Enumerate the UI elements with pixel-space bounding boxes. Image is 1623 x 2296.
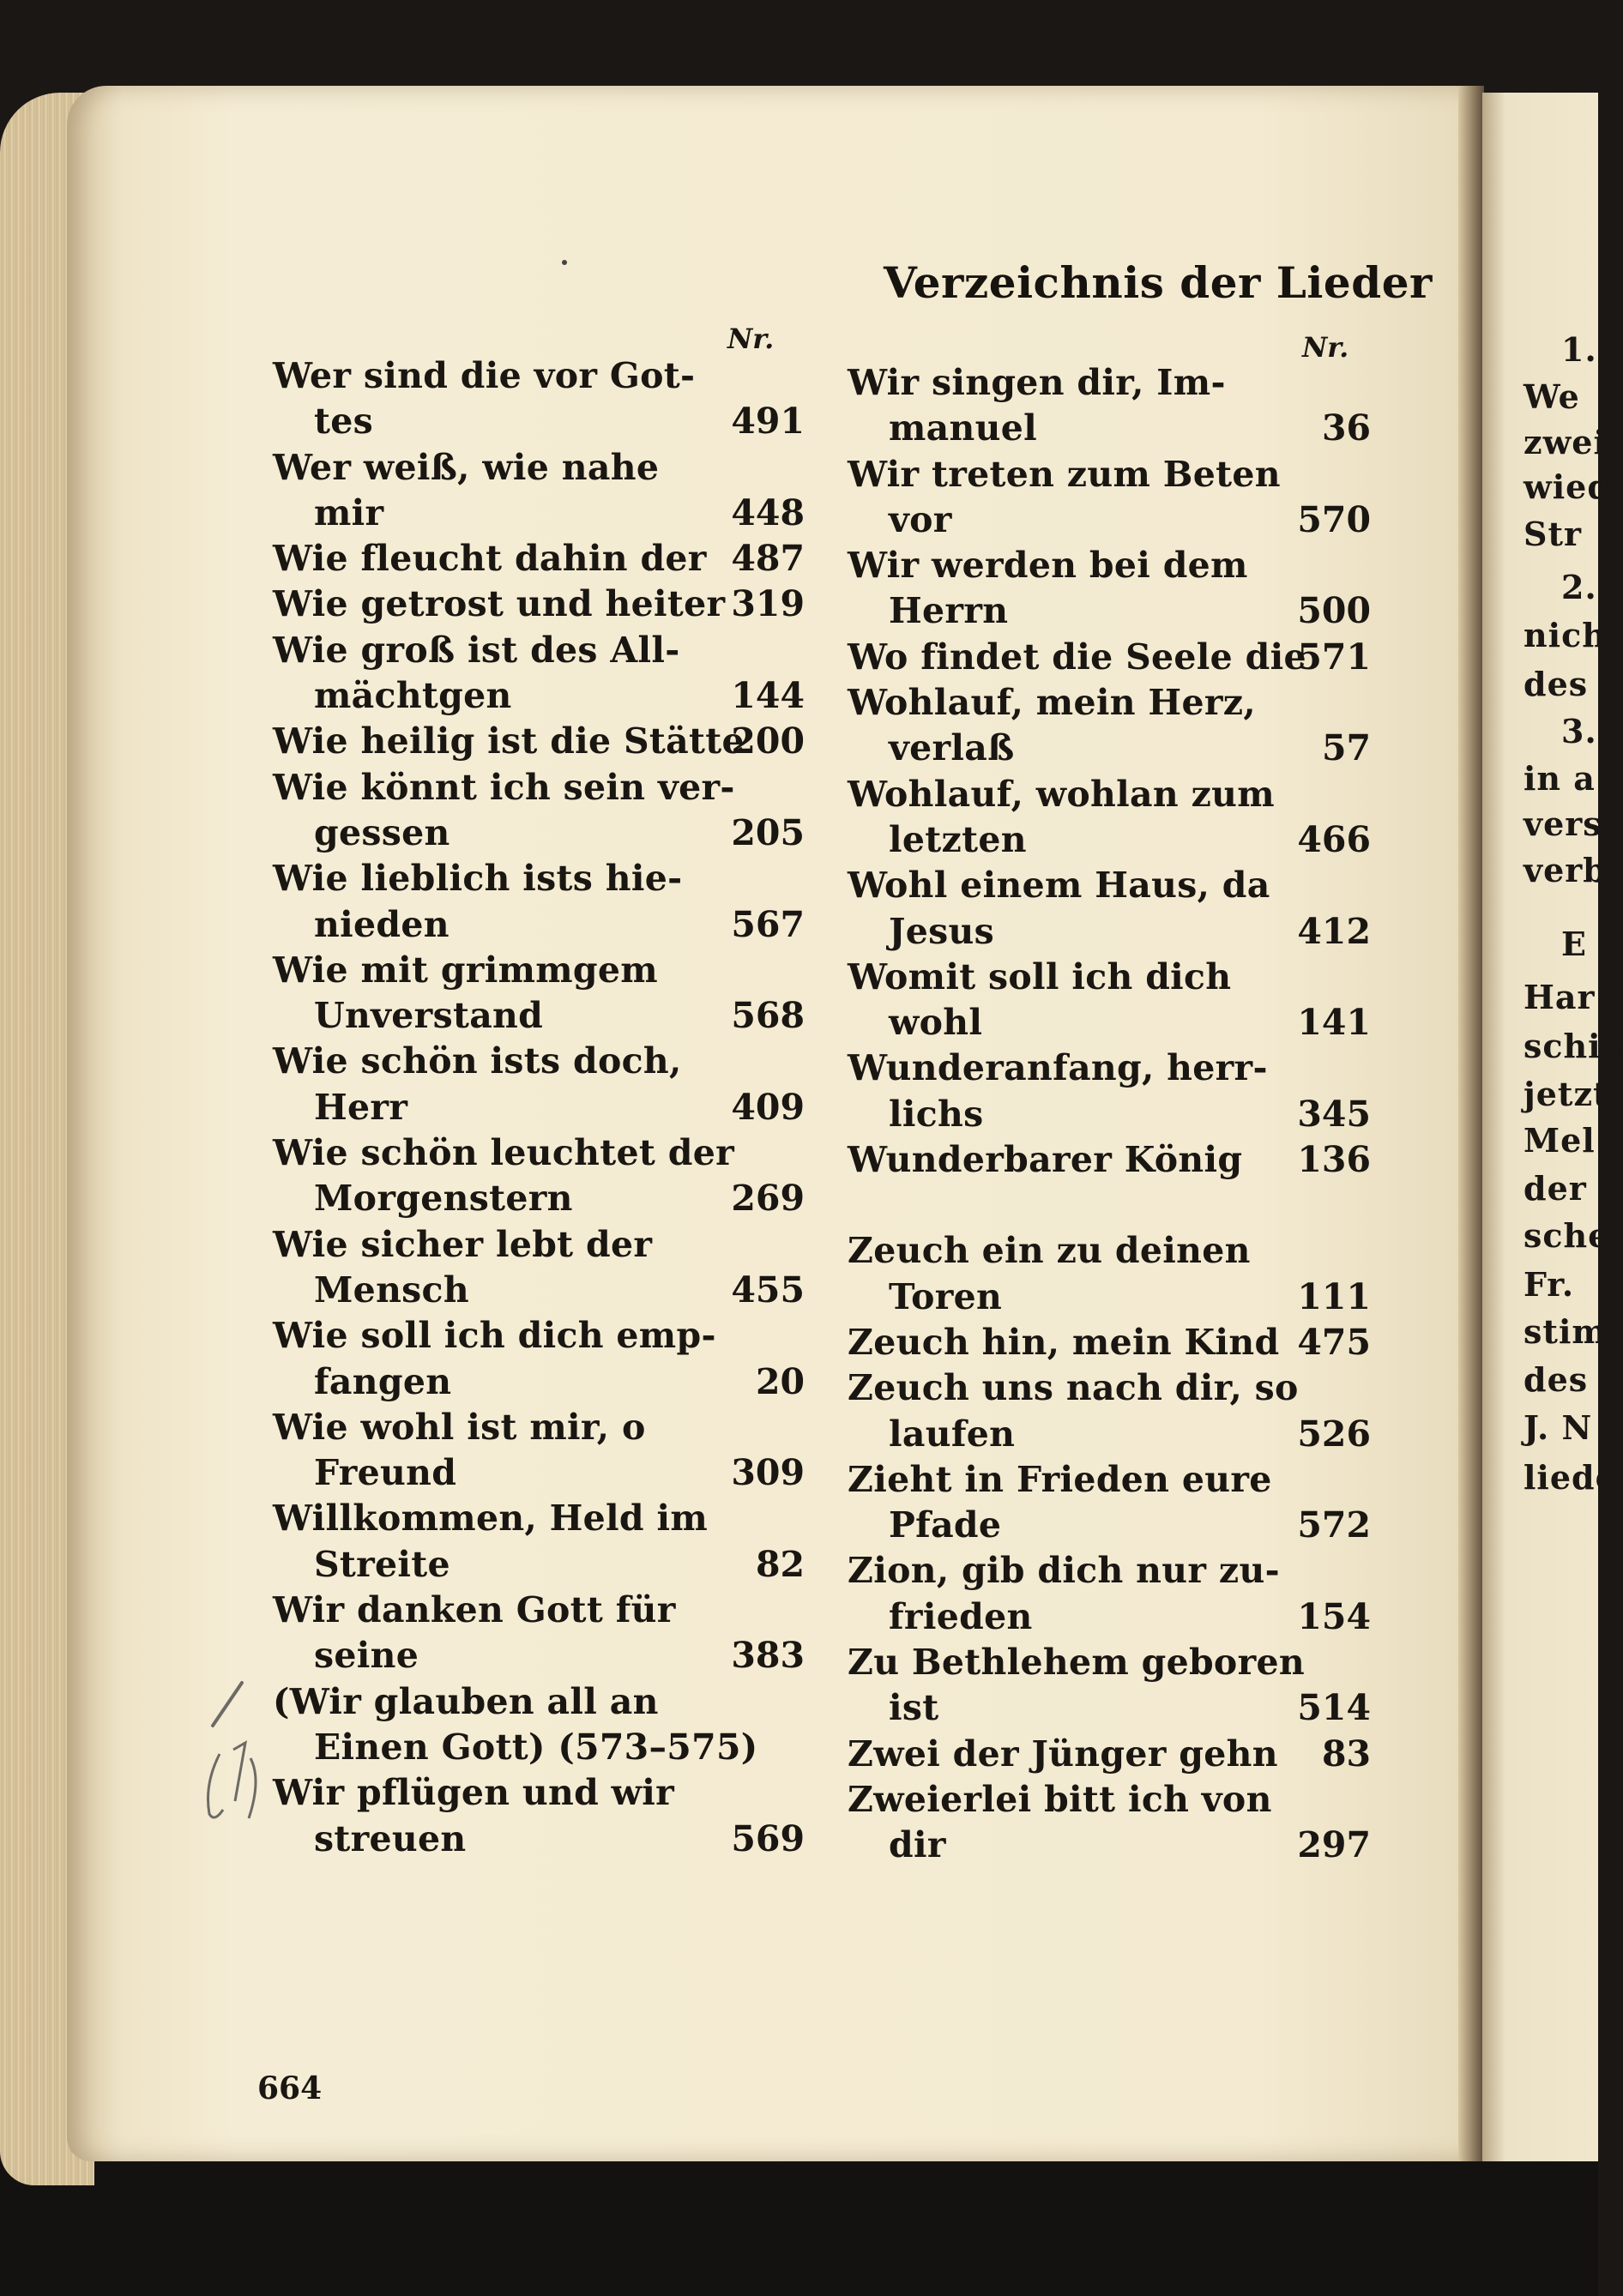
entry-continuation-line — [273, 902, 805, 948]
entry-continuation-line — [848, 817, 1371, 863]
hymn-number: 345 — [1297, 1093, 1371, 1135]
hymn-number: 136 — [1297, 1139, 1371, 1181]
entry-text: vor — [889, 498, 952, 540]
index-entry — [848, 680, 1371, 772]
index-entry — [848, 360, 1371, 452]
entry-title-line — [848, 863, 1371, 908]
hymn-number: 205 — [731, 811, 805, 853]
index-entry — [848, 955, 1371, 1046]
entry-text: Wer sind die vor Got- — [273, 355, 696, 396]
entry-continuation-line — [273, 1542, 805, 1588]
index-entry — [273, 856, 805, 948]
entry-title-line — [848, 1365, 1371, 1411]
next-page-text: We — [1523, 377, 1580, 416]
entry-text: Wie mit grimmgem — [273, 949, 658, 991]
hymn-number: 570 — [1297, 498, 1371, 540]
ink-speck — [562, 260, 567, 265]
entry-text: Einen Gott) (573–575) — [314, 1726, 758, 1768]
next-page-text: wied — [1523, 467, 1611, 506]
next-page-text: vers — [1523, 805, 1602, 843]
page-title: Verzeichnis der Lieder — [884, 257, 1433, 308]
entry-text: manuel — [889, 407, 1038, 449]
entry-title-line — [273, 1770, 805, 1816]
entry-text: Wohlauf, wohlan zum — [848, 773, 1275, 815]
hymn-number: 383 — [731, 1635, 805, 1677]
next-page-text: 1. — [1561, 330, 1597, 369]
entry-text: Wie wohl ist mir, o — [273, 1406, 646, 1448]
entry-text: dir — [889, 1824, 946, 1866]
entry-title-line — [273, 948, 805, 993]
hymn-number: 82 — [755, 1543, 805, 1585]
entry-title-line — [273, 582, 805, 627]
index-entry — [848, 543, 1371, 635]
entry-title-line — [273, 1496, 805, 1541]
entry-continuation-line — [273, 673, 805, 719]
entry-title-line — [848, 772, 1371, 817]
entry-continuation-line — [273, 1268, 805, 1313]
entry-text: Zeuch ein zu deinen — [848, 1230, 1251, 1272]
entry-text: lichs — [889, 1093, 984, 1135]
index-entry — [273, 1313, 805, 1405]
entry-text: Wer weiß, wie nahe — [273, 446, 660, 488]
index-entry — [273, 765, 805, 857]
index-entry — [848, 1228, 1371, 1320]
entry-title-line — [848, 1228, 1371, 1274]
entry-title-line — [848, 543, 1371, 588]
entry-title-line — [273, 353, 805, 399]
entry-title-line — [848, 452, 1371, 497]
entry-title-line — [848, 1548, 1371, 1594]
hymn-number: 297 — [1297, 1824, 1371, 1866]
index-entry — [848, 1548, 1371, 1640]
entry-text: verlaß — [889, 727, 1015, 769]
index-entry — [848, 1777, 1371, 1869]
entry-text: mächtgen — [314, 675, 512, 717]
entry-continuation-line — [848, 726, 1371, 771]
hymn-number: 448 — [731, 491, 805, 533]
index-entry — [848, 863, 1371, 955]
hymn-number: 571 — [1297, 636, 1371, 678]
next-page-text: in a — [1523, 759, 1596, 798]
next-page-text: 2. — [1561, 568, 1597, 606]
entry-title-line — [273, 1588, 805, 1633]
entry-text: Wohl einem Haus, da — [848, 865, 1270, 907]
hymn-number: 319 — [731, 583, 805, 625]
hymn-number: 500 — [1297, 590, 1371, 632]
entry-text: Jesus — [889, 910, 994, 952]
entry-text: Wie könnt ich sein ver- — [273, 766, 735, 808]
next-page-text: nich — [1523, 616, 1607, 654]
hymn-number: 144 — [731, 675, 805, 717]
next-page-text: liede — [1523, 1458, 1617, 1497]
index-entry — [273, 582, 805, 627]
hymn-number: 568 — [731, 995, 805, 1037]
entry-continuation-line — [273, 491, 805, 536]
entry-text: Wie soll ich dich emp- — [273, 1315, 716, 1357]
hymn-number: 309 — [731, 1452, 805, 1494]
entry-title-line — [848, 680, 1371, 726]
hymn-number: 20 — [755, 1360, 805, 1402]
entry-text: seine — [314, 1635, 419, 1677]
entry-title-line — [848, 1640, 1371, 1685]
next-page-text: schie — [1523, 1027, 1623, 1065]
entry-text: laufen — [889, 1413, 1016, 1455]
entry-text: Wir singen dir, Im- — [848, 362, 1226, 403]
entry-text: Wie schön ists doch, — [273, 1040, 682, 1082]
hymn-number: 487 — [731, 538, 805, 580]
hymn-number: 200 — [731, 720, 805, 762]
entry-text: Womit soll ich dich — [848, 955, 1232, 997]
entry-continuation-line — [273, 1817, 805, 1862]
entry-continuation-line — [848, 1685, 1371, 1731]
entry-continuation-line — [848, 1503, 1371, 1548]
entry-continuation-line — [273, 1085, 805, 1130]
index-entry — [848, 635, 1371, 680]
entry-continuation-line — [848, 1412, 1371, 1457]
right-column-header: Nr. — [1302, 331, 1349, 364]
entry-title-line — [273, 1130, 805, 1176]
entry-continuation-line — [273, 1450, 805, 1496]
hymn-number: 141 — [1297, 1002, 1371, 1044]
entry-title-line — [848, 360, 1371, 406]
entry-text: Zu Bethlehem geboren — [848, 1642, 1305, 1684]
hymn-number: 409 — [731, 1086, 805, 1128]
hymn-number: 466 — [1297, 818, 1371, 860]
index-entry — [273, 719, 805, 764]
index-entry — [848, 1320, 1371, 1365]
next-page-text: Str — [1523, 515, 1583, 553]
entry-title-line — [848, 635, 1371, 680]
entry-text: Wie schön leuchtet der — [273, 1132, 734, 1174]
index-entry — [273, 353, 805, 445]
next-page-text: E — [1561, 925, 1587, 963]
book-cover-bottom — [0, 2161, 1598, 2296]
entry-text: Willkommen, Held im — [273, 1498, 709, 1540]
entry-title-line — [848, 1732, 1371, 1777]
index-entry — [848, 1365, 1371, 1457]
entry-text: tes — [314, 401, 374, 443]
page-number: 664 — [257, 2070, 323, 2106]
entry-title-line — [273, 1222, 805, 1268]
index-entry — [273, 1130, 805, 1222]
next-page-text: Mel — [1523, 1121, 1596, 1160]
index-entry — [273, 1679, 805, 1771]
entry-text: Wo findet die Seele die — [848, 636, 1306, 678]
entry-continuation-line — [848, 588, 1371, 634]
index-entry — [848, 1457, 1371, 1549]
hymn-number: 514 — [1297, 1687, 1371, 1729]
entry-text: Pfade — [889, 1504, 1002, 1546]
index-entry — [848, 772, 1371, 864]
entry-text: Wie fleucht dahin der — [273, 538, 707, 580]
left-column — [273, 353, 805, 1862]
entry-title-line — [273, 536, 805, 582]
entry-text: Wir werden bei dem — [848, 545, 1248, 587]
entry-text: Zwei der Jünger gehn — [848, 1733, 1278, 1775]
entry-title-line — [848, 1137, 1371, 1183]
hymn-number: 455 — [731, 1269, 805, 1311]
next-page-text: J. N — [1523, 1408, 1593, 1447]
entry-continuation-line — [273, 399, 805, 444]
entry-text: ist — [889, 1687, 939, 1729]
entry-text: Wunderbarer König — [848, 1139, 1243, 1181]
index-entry — [848, 1640, 1371, 1732]
entry-title-line — [273, 445, 805, 491]
hymn-number: 569 — [731, 1817, 805, 1859]
entry-text: fangen — [314, 1360, 452, 1402]
entry-continuation-line — [848, 1823, 1371, 1868]
next-page-text: des — [1523, 665, 1589, 703]
entry-text: Mensch — [314, 1269, 469, 1311]
next-page-text: des — [1523, 1360, 1589, 1399]
entry-continuation-line — [848, 909, 1371, 955]
next-page-text: Har — [1523, 978, 1596, 1016]
next-page-text: zwei — [1523, 423, 1607, 461]
entry-title-line — [848, 1777, 1371, 1823]
entry-text: frieden — [889, 1595, 1033, 1637]
index-entry — [273, 1222, 805, 1314]
next-page-text: jetzt — [1523, 1075, 1609, 1113]
entry-continuation-line — [273, 1359, 805, 1405]
next-page-text: sche — [1523, 1216, 1610, 1255]
entry-continuation-line — [273, 1633, 805, 1678]
entry-title-line — [273, 1405, 805, 1450]
entry-continuation-line — [848, 1594, 1371, 1640]
index-entry — [273, 445, 805, 537]
entry-text: streuen — [314, 1817, 467, 1859]
entry-text: Freund — [314, 1452, 457, 1494]
entry-continuation-line — [848, 497, 1371, 543]
hymn-number: 572 — [1297, 1504, 1371, 1546]
entry-text: Wir pflügen und wir — [273, 1772, 675, 1814]
entry-text: Zion, gib dich nur zu- — [848, 1550, 1280, 1592]
entry-title-line — [848, 1457, 1371, 1503]
right-column — [848, 360, 1371, 1869]
entry-text: Herr — [314, 1086, 408, 1128]
hymn-number: 57 — [1321, 727, 1371, 769]
entry-text: Herrn — [889, 590, 1009, 632]
entry-text: Wie sicher lebt der — [273, 1223, 653, 1265]
entry-text: letzten — [889, 818, 1027, 860]
hymn-number: 111 — [1297, 1275, 1371, 1317]
entry-continuation-line — [273, 993, 805, 1039]
entry-text: Unverstand — [314, 995, 544, 1037]
next-page-text: verb — [1523, 851, 1607, 889]
index-entry — [273, 1496, 805, 1588]
entry-text: Streite — [314, 1543, 450, 1585]
hymn-number: 269 — [731, 1178, 805, 1220]
next-page-text: stim — [1523, 1312, 1608, 1351]
entry-continuation-line — [848, 1275, 1371, 1320]
hymn-number: 567 — [731, 903, 805, 945]
index-entry — [273, 1039, 805, 1130]
index-entry — [848, 452, 1371, 544]
left-column-header: Nr. — [727, 322, 775, 355]
book-gutter — [1458, 86, 1484, 2161]
entry-continuation-line — [848, 406, 1371, 451]
index-entry — [273, 1405, 805, 1497]
hymn-number: 154 — [1297, 1595, 1371, 1637]
entry-continuation-line — [273, 1176, 805, 1221]
entry-text: wohl — [889, 1002, 983, 1044]
index-entry — [273, 948, 805, 1040]
entry-text: Morgenstern — [314, 1178, 573, 1220]
entry-title-line — [273, 856, 805, 901]
index-entry — [273, 628, 805, 720]
entry-title-line — [848, 1320, 1371, 1365]
entry-text: Wunderanfang, herr- — [848, 1047, 1268, 1089]
next-page-text: der — [1523, 1169, 1587, 1208]
entry-continuation-line — [273, 1725, 805, 1770]
index-entry — [848, 1732, 1371, 1777]
index-entry — [273, 536, 805, 582]
entry-text: (Wir glauben all an — [273, 1680, 659, 1722]
next-page-fragment — [1482, 93, 1623, 2161]
entry-title-line — [848, 955, 1371, 1000]
entry-text: Toren — [889, 1275, 1003, 1317]
entry-text: Zieht in Frieden eure — [848, 1458, 1272, 1500]
entry-title-line — [273, 765, 805, 811]
index-entry — [848, 1046, 1371, 1137]
hymn-number: 412 — [1297, 910, 1371, 952]
entry-text: Wohlauf, mein Herz, — [848, 682, 1256, 724]
index-entry — [848, 1137, 1371, 1183]
entry-title-line — [273, 628, 805, 673]
entry-text: Wie getrost und heiter — [273, 583, 726, 625]
index-entry — [273, 1770, 805, 1862]
entry-title-line — [273, 1679, 805, 1725]
entry-title-line — [273, 1313, 805, 1359]
next-page-text: Fr. — [1523, 1265, 1575, 1304]
entry-text: Zeuch uns nach dir, so — [848, 1367, 1299, 1409]
entry-text: Wie lieblich ists hie- — [273, 858, 683, 900]
hymn-number: 526 — [1297, 1413, 1371, 1455]
entry-text: Zeuch hin, mein Kind — [848, 1321, 1280, 1363]
entry-text: mir — [314, 491, 384, 533]
entry-text: Wir treten zum Beten — [848, 453, 1281, 495]
index-entry — [273, 1588, 805, 1679]
next-page-text: 3. — [1561, 712, 1597, 750]
entry-title-line — [848, 1046, 1371, 1091]
entry-text: gessen — [314, 811, 450, 853]
entry-text: nieden — [314, 903, 449, 945]
entry-title-line — [273, 1039, 805, 1084]
hymn-number: 83 — [1321, 1733, 1371, 1775]
entry-title-line — [273, 719, 805, 764]
entry-text: Wie heilig ist die Stätte — [273, 720, 745, 762]
entry-text: Zweierlei bitt ich von — [848, 1778, 1272, 1820]
entry-text: Wie groß ist des All- — [273, 629, 680, 671]
pencil-annotation — [197, 1672, 266, 1844]
hymn-number: 475 — [1297, 1321, 1371, 1363]
entry-text: Wir danken Gott für — [273, 1589, 676, 1631]
entry-continuation-line — [848, 1000, 1371, 1046]
entry-continuation-line — [273, 811, 805, 856]
entry-continuation-line — [848, 1092, 1371, 1137]
hymn-number: 491 — [731, 401, 805, 443]
hymn-number: 36 — [1321, 407, 1371, 449]
